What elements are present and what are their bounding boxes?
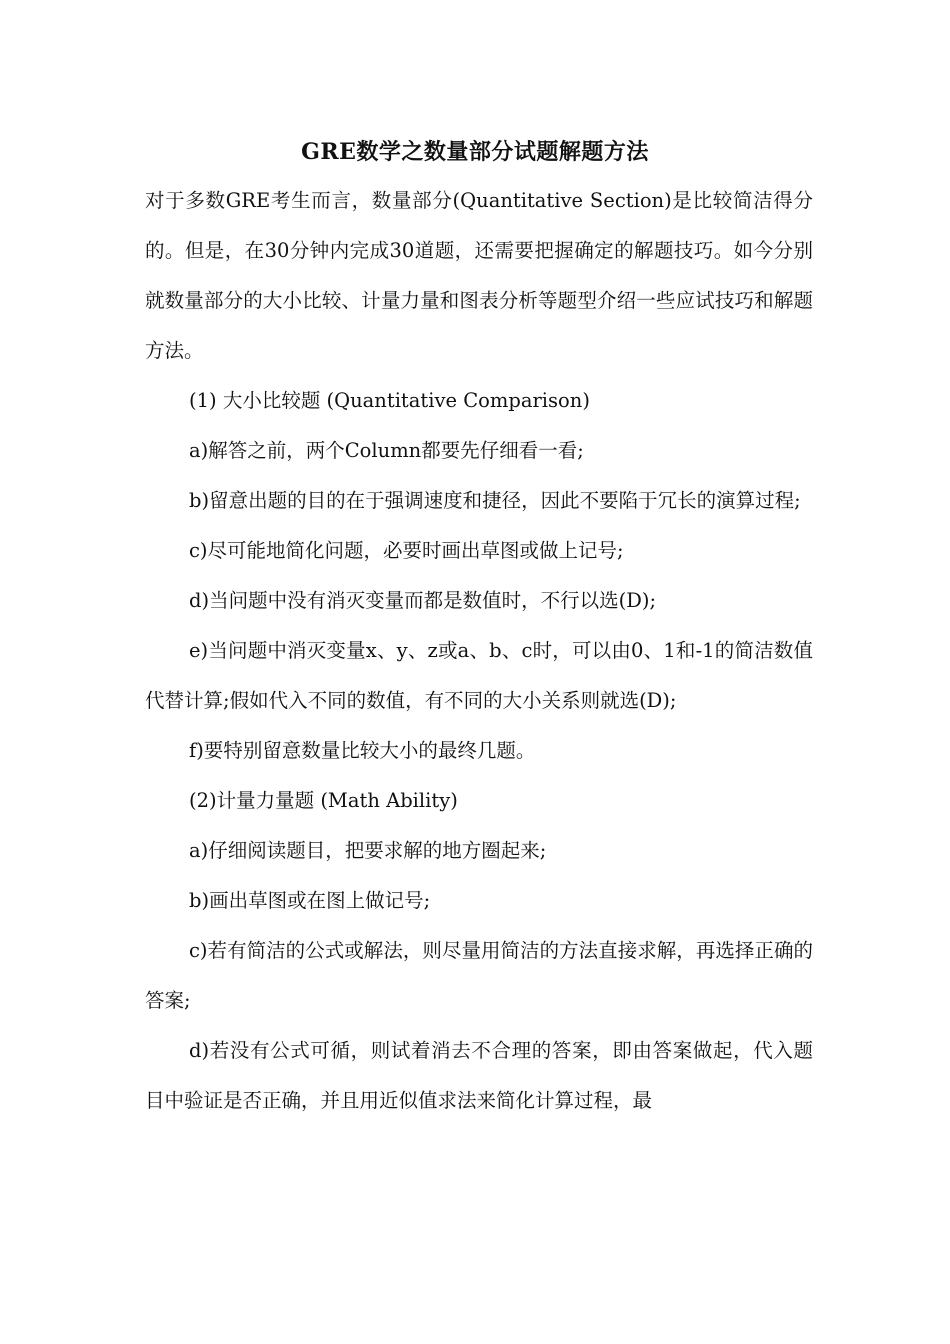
document-body	[145, 176, 813, 1126]
list-item: b)画出草图或在图上做记号;	[189, 889, 431, 912]
list-item: d)若没有公式可循，则试着消去不合理的答案，即由答案做起，代入题目中验证是否正确，并且用近似值求法来简化计算过程，最	[145, 1039, 813, 1112]
document-title: GRE数学之数量部分试题解题方法	[301, 139, 649, 165]
list-item: a)仔细阅读题目，把要求解的地方圈起来;	[189, 839, 547, 862]
section-heading-math-ability: (2)计量力量题 (Math Ability)	[189, 789, 458, 812]
section-heading-quantitative-comparison: (1) 大小比较题 (Quantitative Comparison)	[189, 389, 590, 412]
list-item: d)当问题中没有消灭变量而都是数值时，不行以选(D);	[189, 589, 657, 612]
list-item: c)若有简洁的公式或解法，则尽量用简洁的方法直接求解，再选择正确的答案;	[145, 939, 813, 1012]
list-item: f)要特别留意数量比较大小的最终几题。	[189, 739, 536, 762]
paragraph-intro: 对于多数GRE考生而言，数量部分(Quantitative Section)是比较简洁得分的。但是，在30分钟内完成30道题，还需要把握确定的解题技巧。如今分别就数量部分的大小比较、计量力量和图表分析等题型介绍一些应试技巧和解题方法。	[145, 189, 813, 362]
list-item: e)当问题中消灭变量x、y、z或a、b、c时，可以由0、1和-1的简洁数值代替计算;假如代入不同的数值，有不同的大小关系则就选(D);	[145, 639, 813, 712]
list-item: b)留意出题的目的在于强调速度和捷径，因此不要陷于冗长的演算过程;	[189, 489, 801, 512]
list-item: a)解答之前，两个Column都要先仔细看一看;	[189, 439, 584, 462]
list-item: c)尽可能地简化问题，必要时画出草图或做上记号;	[189, 539, 624, 562]
